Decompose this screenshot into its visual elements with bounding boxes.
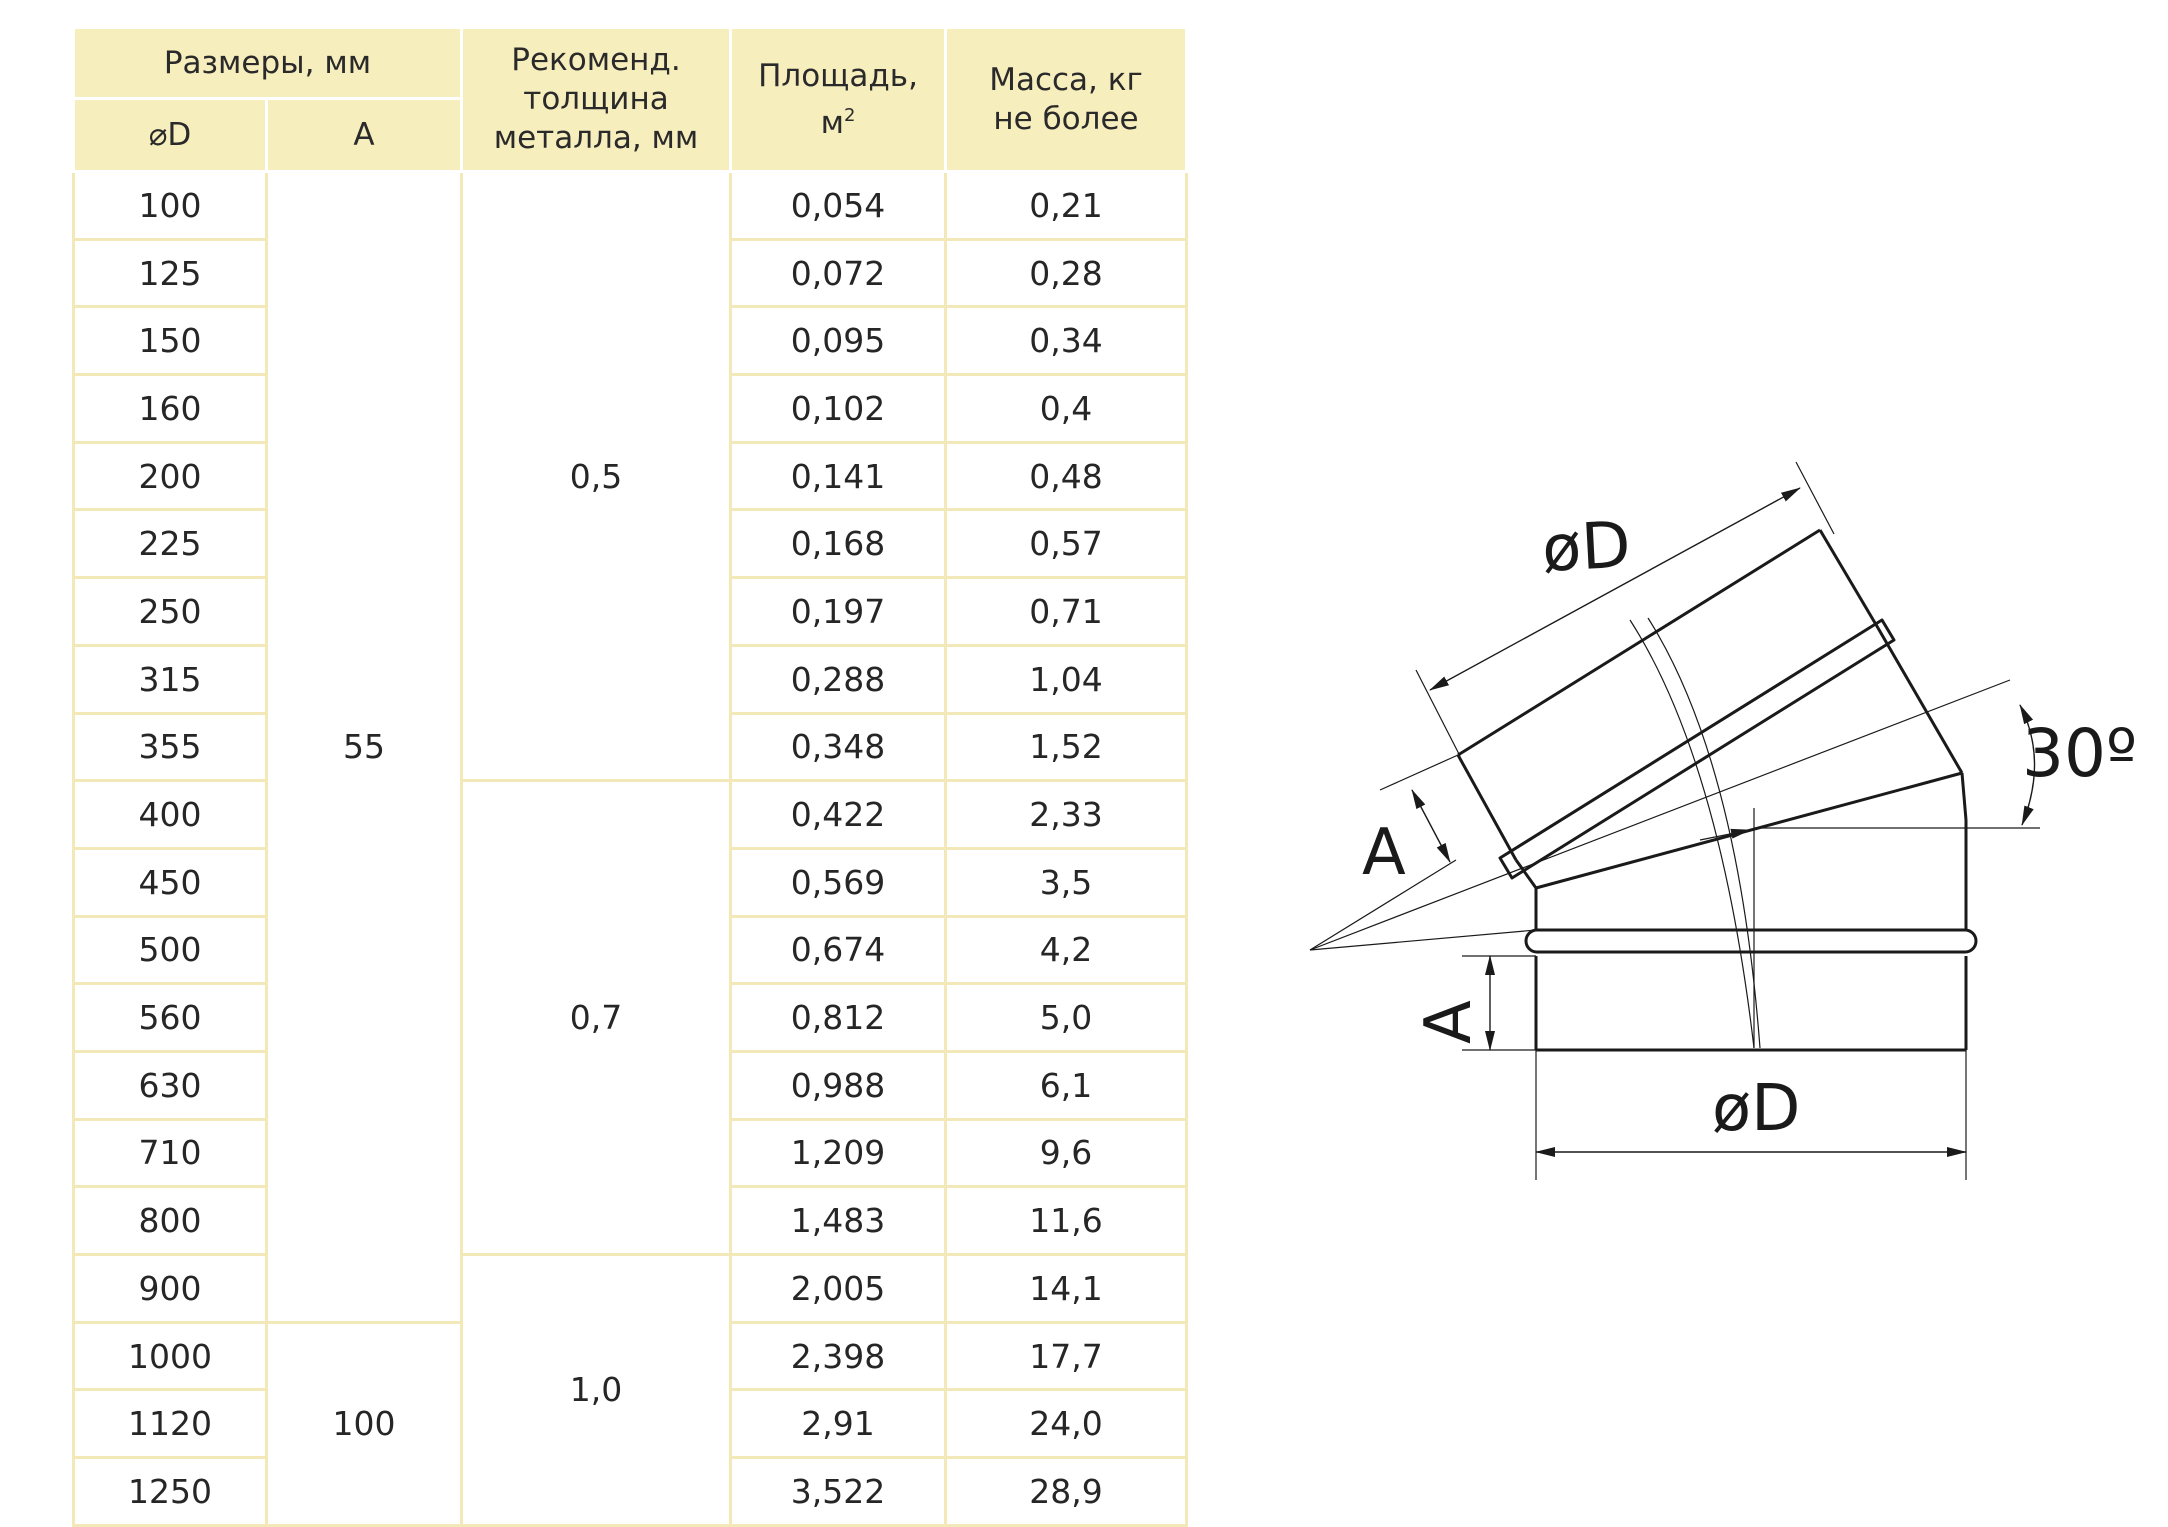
cell-mass: 9,6 [946,1119,1187,1187]
cell-area: 0,168 [731,510,946,578]
cell-a-group: 55 [267,172,462,1323]
cell-mass: 0,21 [946,172,1187,240]
cell-diameter: 1250 [74,1458,267,1526]
cell-mass: 24,0 [946,1390,1187,1458]
header-mass [946,28,1187,172]
header-sizes: Размеры, мм [74,28,462,99]
cell-diameter: 1120 [74,1390,267,1458]
cell-thickness-group: 1,0 [462,1255,731,1526]
header-a: А [267,99,462,172]
construction-lines [1310,462,2040,1180]
cell-thickness-group: 0,7 [462,781,731,1255]
cell-diameter: 160 [74,375,267,443]
middle-segment [1516,773,1966,930]
cell-diameter: 500 [74,916,267,984]
header-area-unit [732,96,944,143]
cell-area: 0,054 [731,172,946,240]
header-thickness-line3: металла, мм [493,120,699,156]
cell-area: 0,812 [731,984,946,1052]
cell-mass: 6,1 [946,1051,1187,1119]
label-a-bottom: A [1412,1000,1486,1044]
cell-mass: 1,04 [946,645,1187,713]
cell-mass: 0,4 [946,375,1187,443]
cell-diameter: 225 [74,510,267,578]
cell-diameter: 250 [74,578,267,646]
label-d-top: øD [1540,508,1633,587]
label-angle: 30º [2022,715,2138,792]
dimension-lines [1412,488,2035,1152]
header-mass-line2: не более [993,100,1139,137]
cell-diameter: 400 [74,781,267,849]
cell-area: 3,522 [731,1458,946,1526]
cell-area: 2,398 [731,1322,946,1390]
cell-area: 0,988 [731,1051,946,1119]
cell-area: 0,197 [731,578,946,646]
header-area [731,28,946,172]
cell-diameter: 1000 [74,1322,267,1390]
table-row [74,172,1187,240]
cell-area: 0,348 [731,713,946,781]
cell-mass: 4,2 [946,916,1187,984]
cell-area: 1,483 [731,1187,946,1255]
header-diameter: ⌀D [74,99,267,172]
cell-diameter: 560 [74,984,267,1052]
cell-diameter: 900 [74,1255,267,1323]
table-row [74,781,1187,849]
cell-mass: 0,34 [946,307,1187,375]
header-area-unit-base: м [820,104,844,141]
cell-mass: 11,6 [946,1187,1187,1255]
cell-a-group: 100 [267,1322,462,1525]
specification-table [72,26,1188,1527]
cell-diameter: 800 [74,1187,267,1255]
cell-mass: 3,5 [946,848,1187,916]
cell-diameter: 710 [74,1119,267,1187]
elbow-diagram [1300,450,2138,1210]
header-mass-line1: Масса, кг [989,61,1143,98]
cell-area: 0,102 [731,375,946,443]
cell-mass: 2,33 [946,781,1187,849]
cell-diameter: 100 [74,172,267,240]
cell-diameter: 630 [74,1051,267,1119]
cell-diameter: 125 [74,239,267,307]
cell-area: 0,095 [731,307,946,375]
cell-mass: 0,28 [946,239,1187,307]
cell-diameter: 355 [74,713,267,781]
cell-mass: 17,7 [946,1322,1187,1390]
header-thickness [462,28,731,172]
cell-thickness-group: 0,5 [462,172,731,781]
cell-mass: 0,57 [946,510,1187,578]
cell-area: 0,141 [731,442,946,510]
label-d-bottom: øD [1712,1072,1801,1146]
dim-a-top [1412,790,1450,862]
label-a-top: A [1362,816,1406,890]
cell-area: 2,91 [731,1390,946,1458]
cell-area: 0,674 [731,916,946,984]
cell-diameter: 315 [74,645,267,713]
cell-mass: 28,9 [946,1458,1187,1526]
cell-mass: 0,71 [946,578,1187,646]
header-thickness-line2: толщина [523,81,669,117]
top-ring [1500,620,1894,878]
cell-area: 0,569 [731,848,946,916]
cell-area: 0,072 [731,239,946,307]
table-row [74,1255,1187,1323]
bottom-section [1536,956,1966,1050]
cell-area: 2,005 [731,1255,946,1323]
cell-mass: 1,52 [946,713,1187,781]
cell-area: 1,209 [731,1119,946,1187]
cell-area: 0,288 [731,645,946,713]
header-area-unit-sup: 2 [843,104,856,126]
header-thickness-line1: Рекоменд. [511,42,681,78]
cell-mass: 0,48 [946,442,1187,510]
cell-mass: 5,0 [946,984,1187,1052]
cell-diameter: 450 [74,848,267,916]
cell-diameter: 200 [74,442,267,510]
cell-mass: 14,1 [946,1255,1187,1323]
header-area-line1: Площадь, [758,57,918,94]
bottom-ring [1526,930,1976,952]
cell-area: 0,422 [731,781,946,849]
cell-diameter: 150 [74,307,267,375]
